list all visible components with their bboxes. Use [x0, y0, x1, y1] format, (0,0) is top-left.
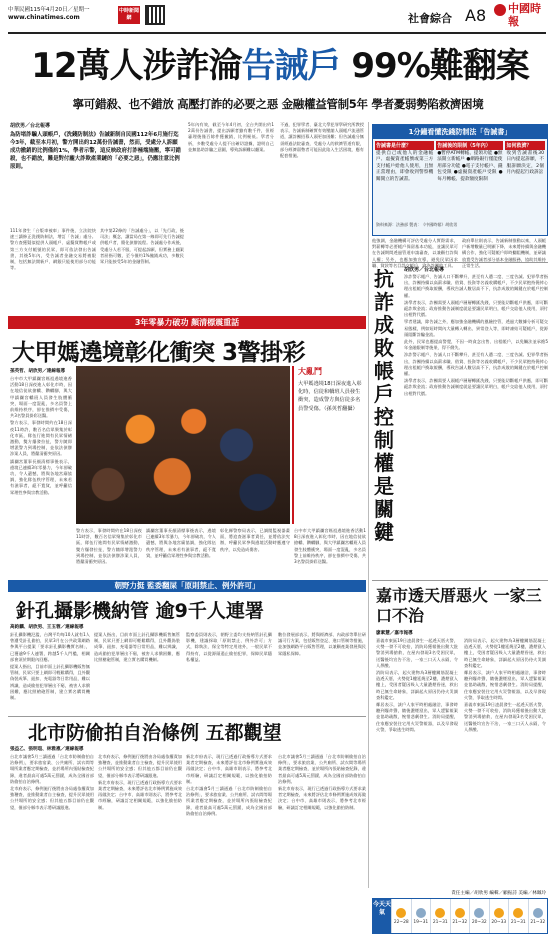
story3-headline: 針孔攝影機納管 逾9千人連署 [16, 600, 264, 622]
story3-byline: 高鈞麟、胡欣男、王玉蓉／連線報導 [10, 625, 84, 630]
story2-col-4: 彰化縣警察局表示，已調閱監視器畫面，將追查滋事者責任，並將依法究辦，呼籲民眾參與遶境活動時應遵守秩序，以免造成傷害。 [220, 528, 290, 552]
china-times-logo: 中國時報 [494, 2, 548, 30]
side-headline: 抗詐成敗 帳戶控制權是關鍵 [374, 267, 394, 544]
weather-temp: 20~33 [491, 919, 507, 925]
qr-code-icon [145, 5, 165, 25]
weather-strip [372, 898, 548, 934]
story4-col-2: 北市府表示，條例施行後將由各局處依權責加強稽查，並推動業者自主檢查，提升民眾使用公共場所的安全感；但其他五都目前仍在觀望，僅部分縣市表示將研議跟進。 新北市府表示，現行已透過行政指導方式要求業者定期檢查，未來將評估北市條例實施成效再做決定；台中市、高雄市則表示，將參考北市經驗，研議訂定相關規範，以強化偷拍防制。 [98, 754, 182, 810]
infobox-cell-2: ●暫停ATM轉帳、提領功能 ●無法開立新帳戶 ●網路銀行僅能使用部分功能 ●電子支付帳戶、錢包受限 ●虛擬資產帳戶受限 ●每月轉帳、提款額度限制 [437, 151, 503, 182]
story3-col-1: 針孔攝影機氾濫，台灣平均每10人就有1人曾遭受針孔偷拍，民眾3月在公共政策網路參與平台提案「要求針孔攝影機實名制」，已獲逾9千人連署，跨越5千人門檻，相關部會須於期限內回應。 提案人指出，目前市面上針孔攝影機販售無管制，民眾只要上網即可輕鬆購得，且外觀偽裝成筆、鈕扣、充電器等日常用品，難以辨識，造成偷拍犯罪層出不窮，被害人求償困難，應比照槍砲管制，建立實名購買機制。 [10, 632, 90, 701]
weather-label: 今天天氣 [373, 899, 391, 933]
infobox-title: 1分鐘看懂洗錢防制法「告誡書」 [373, 125, 547, 139]
infobox-cell-3: 收到告誡書後30日內提起訴願，不服訴願決定，2個月內提起行政訴訟 [506, 151, 544, 176]
lead-col-6: 政府單位則表示，告誡新制推動以來，人頭帳戶新增數量已明顯下降，未來將持續與金融機構合作，強化可疑帳戶即時攔阻機制，並研議放寬受告誡者部分基本金融服務，協助其維持正常生活。 [462, 238, 546, 268]
sun-icon [513, 908, 523, 918]
story4-col-1: 台北市議會5月三讀通過「台北市防制偷拍自治條例」，要求旅宿業、公共廁所、試衣間等場所業者應定期檢查，並於場所內張貼檢查紀錄，違者最高可處5萬元罰鍰，成為全國首部防偷拍自治條例。 北市府表示，條例施行後將由各局處依權責加強稽查，並推動業者自主檢查，提升民眾使用公共場所的安全感；但其他五都目前仍在觀望，僅部分縣市表示將研議跟進。 [10, 754, 94, 810]
story4-col-4: 台北市議會5月三讀通過「台北市防制偷拍自治條例」，要求旅宿業、公共廁所、試衣間等場所業者應定期檢查，並於場所內張貼檢查紀錄，違者最高可處5萬元罰鍰，成為全國首部防偷拍自治條例。 新北市府表示，現行已透過行政指導方式要求業者定期檢查，未來將評估北市條例實施成效再做決定；台中市、高雄市則表示，將參考北市經驗，研議訂定相關規範，以強化偷拍防制。 [278, 754, 366, 810]
weather-temp: 21~31 [510, 919, 526, 925]
side-byline: 胡欣男／台北報導 [404, 267, 445, 273]
weather-cell [450, 899, 470, 933]
sun-icon [396, 908, 406, 918]
section-band-1: 3年零暴力破功 顏清標震重話 [8, 316, 366, 329]
side-col-1: 涉詐警示帳戶、告誡人口不斷攀升，甚至有人遭二度、三度告誡。犯罪學者指出，詐團持續以高薪求職、借貸、投資等名義收購帳戶，不少民眾抱持僥倖心理出租帳戶換取報酬，導致告誡人數居高不下，抗詐成敗的關鍵在於帳戶控制權。 該學者表示，詐團需要人頭帳戶層層轉匯洗錢，只要能切斷帳戶供應，即可斷絕詐欺金流；政府推動告誡制度就是要讓民眾明白，帳戶交給他人使用，須付出相對代價。 學者建議，除告誡之外，應加強金融機構的風險控管，透過大數據分析可疑交易態樣，例如短時間內大量轉入轉出、異常登入等，即時凍結可疑帳戶，從源頭阻斷詐騙金流。 此外，民眾也應提高警覺，不因一時貪念出售、出租帳戶，以免觸法並承擔5年金融限制等後果，得不償失。 涉詐警示帳戶、告誡人口不斷攀升，甚至有人遭二度、三度告誡。犯罪學者指出，詐團持續以高薪求職、借貸、投資等名義收購帳戶，不少民眾抱持僥倖心理出租帳戶換取報酬，導致告誡人數居高不下，抗詐成敗的關鍵在於帳戶控制權。 該學者表示，詐團需要人頭帳戶層層轉匯洗錢，只要能切斷帳戶供應，即可斷絕詐欺金流；政府推動告誡制度就是要讓民眾明白，帳戶交給他人使用，須付出相對代價。 [404, 274, 548, 396]
page-number: A8 [465, 6, 487, 25]
sun-icon [435, 908, 445, 918]
weather-temp: 20~32 [471, 919, 487, 925]
logo-circle-icon [494, 4, 506, 16]
story5-col-1: 嘉義市東區19日凌晨發生一起透天厝火警，火勢一發不可收拾，消防局獲報後出動大批警消到場搶救，在屋內發現3名受困民眾，送醫後均宣告不治，一家三口天人永隔，令人鼻酸。 消防局表示，起火建物為3層樓鋼筋混凝土造透天厝，火勢從1樓延燒至2樓，濃煙竄入樓上，受困者疑因吸入大量濃煙昏迷，救出時已無生命跡象，詳細起火原因仍待火災調查科鑑定。 鄰居表示，該戶人家平時相處融洽，事發時聽到爆炸聲，隨後濃煙竄出，眾人趕緊報案並協助疏散，惋惜悲劇發生。消防局提醒，住家應安裝住宅用火災警報器，以及早發現火警，爭取逃生時間。 [376, 638, 458, 732]
paper-badge: 中時新聞網 [118, 6, 140, 24]
cloud-icon [474, 908, 484, 918]
story4-headline: 北市防偷拍自治條例 五都觀望 [28, 722, 282, 744]
lead-col-4: 不過，犯罪學者、臺北大學犯罪學研究所教授表示，告誡新制確實有效壓縮人頭帳戶流通管道，讓詐團招募人頭更加困難；但告誡處分無須經過法院審查，受處分人的救濟管道有限，部分經濟弱勢者可能因此陷入生活困境，應有配套措施。 [280, 122, 364, 159]
photo-caption: 大甲媽遶境18日深夜進入彰化時，信徒和轎班人員發生衝突，造成警方與信徒多名員警受傷。（孫英哲翻攝） [298, 381, 362, 412]
story2-col-1: 台中市大甲鎮瀾宮媽祖遶境進香活動18日深夜進入彰化市時，因在地信徒欲搶轎、鑽轎腳，與大甲鎮瀾宮轎班人員發生肢體衝突，場面一度混亂，多名員警上前維持秩序，卻在推擠中受傷，共3名警員掛彩送醫。 警方表示，事發時間約在18日深夜11時許，數百名信眾聚集於彰化市區，隊伍行進間有民眾情緒激動，雙方爆發拉扯，警方隨即增派警力到場控制，並依法偵辦涉案人員，將釐清衝突原因。 鎮瀾宮董事長顏清標事後表示，遶境已連續3年零暴力，今年卻破功，令人遺憾，將與各地宮廟協調，強化隊伍秩序管理，未來若有滋事者，絕不寬貸，並呼籲信眾理性參與宗教活動。 [10, 376, 72, 495]
lead-col-3: 5年內有效，截至今年4月初，全台共開出約12萬份告誡書，提出訴願者雖有數千件，但經審理後僅百餘件獲撤銷，比例極低。學者分析，多數受處分人提不出確切證據，證明自己並無協助詐騙之意圖，導致訴願難以翻案。 [188, 122, 274, 152]
weather-temp: 21~31 [432, 919, 448, 925]
site-url: www.chinatimes.com [8, 14, 80, 21]
story2-photo-caption-box [292, 366, 364, 524]
story2-col-3: 鎮瀾宮董事長顏清標事後表示，遶境已連續3年零暴力，今年卻破功，令人遺憾，將與各地宮廟協調，強化隊伍秩序管理，未來若有滋事者，絕不寬貸，並呼籲信眾理性參與宗教活動。 [146, 528, 216, 558]
section-name: 社會綜合 [408, 12, 452, 25]
weather-cell [489, 899, 509, 933]
masthead [0, 0, 553, 32]
cloud-icon [416, 908, 426, 918]
weather-cell [430, 899, 450, 933]
weather-temp: 21~32 [530, 919, 546, 925]
story2-col-5: 台中市大甲鎮瀾宮媽祖遶境進香活動18日深夜進入彰化市時，因在地信徒欲搶轎、鑽轎腳，與大甲鎮瀾宮轎班人員發生肢體衝突，場面一度混亂，多名員警上前維持秩序，卻在推擠中受傷，共3名警員掛彩送醫。 [294, 528, 366, 565]
lead-intro [10, 122, 182, 220]
weather-cell [391, 899, 411, 933]
footer-credits: 責任主編／胡欣男 編輯／顧振詩 美編／林珮玲 [451, 891, 546, 896]
story4-col-3: 新北市府表示，現行已透過行政指導方式要求業者定期檢查，未來將評估北市條例實施成效再做決定；台中市、高雄市則表示，將參考北市經驗，研議訂定相關規範，以強化偷拍防制。 台北市議會5月三讀通過「台北市防制偷拍自治條例」，要求旅宿業、公共廁所、試衣間等場所業者應定期檢查，並於場所內張貼檢查紀錄，違者最高可處5萬元罰鍰，成為全國首部防偷拍自治條例。 [186, 754, 272, 816]
main-headline: 12萬人涉詐淪告誡戶 99%難翻案 [31, 46, 529, 86]
infobox-header-2: 告誡後的限制（5年內） [436, 141, 503, 150]
cloud-icon [533, 908, 543, 918]
story3-col-2: 提案人指出，目前市面上針孔攝影機販售無管制，民眾只要上網即可輕鬆購得，且外觀偽裝成筆、鈕扣、充電器等日常用品，難以辨識，造成偷拍犯罪層出不窮，被害人求償困難，應比照槍砲管制，建立實名購買機制。 [94, 632, 180, 662]
story5-headline: 嘉市透天厝惡火 一家三口不治 [376, 586, 542, 625]
story5-col-2: 消防局表示，起火建物為3層樓鋼筋混凝土造透天厝，火勢從1樓延燒至2樓，濃煙竄入樓上，受困者疑因吸入大量濃煙昏迷，救出時已無生命跡象，詳細起火原因仍待火災調查科鑑定。 鄰居表示，該戶人家平時相處融洽，事發時聽到爆炸聲，隨後濃煙竄出，眾人趕緊報案並協助疏散，惋惜悲劇發生。消防局提醒，住家應安裝住宅用火災警報器，以及早發現火警，爭取逃生時間。 嘉義市東區19日凌晨發生一起透天厝火警，火勢一發不可收拾，消防局獲報後出動大批警消到場搶救，在屋內發現3名受困民眾，送醫後均宣告不治，一家三口天人永隔，令人鼻酸。 [464, 638, 546, 732]
lead-col-2: 其中第22條的「告誡處分」，以「先行政，後司法」概念，讓當局在第一線即可先行告誡提供帳戶者，簡化偵辦流程。告誡處分作成後，受處分人若不服，可提起訴願，但實務上翻案者屈指可數，至今僅約1%撤銷成功，多數民眾只能接受5年的金融管制。 [100, 228, 184, 265]
weather-temp: 22~28 [393, 919, 409, 925]
sun-icon [494, 908, 504, 918]
lead-col-5: 他強調，金融機構可評估受處分人實際需求，對薪轉等必要帳戶保留基本功能，並讓民眾可在告誡期間透過管道申請審查，以兼顧打詐與人權；另外，也應加強宣導，避免民眾因求職、貸款等名目誤交帳戶，淪為詐團的工具。 [372, 238, 458, 268]
lead-col-1: 111年發生「台版車被車」事件後，立法院快速三讀修正洗錢防制法，增訂「告誡」處分。警方查獲疑似提供人頭帳戶、虛擬貨幣帳戶或第三方支付帳號的民眾，即可依法發出告誡書，其後5年內，受告誡者金融交易將被限制，包括無法開新戶、網銀只能使用部分功能等。 [10, 228, 96, 271]
infobox [372, 124, 548, 236]
weather-cell [469, 899, 489, 933]
story2-col-2: 警方表示，事發時間約在18日深夜11時許，數百名信眾聚集於彰化市區，隊伍行進間有民眾情緒激動，雙方爆發拉扯，警方隨即增派警力到場控制，並依法偵辦涉案人員，將釐清衝突原因。 [76, 528, 142, 565]
weather-cell [528, 899, 548, 933]
story3-col-3: 監察委員則表示，朝野立委均支持納管針孔攝影機，建議採取「原則禁止、例外許可」方式，除執法、保全等特定用途外，一般民眾不得持有，以從源頭遏止偷拍犯罪，保障民眾隱私權益。 [186, 632, 272, 662]
story2-byline: 孫英哲、胡欣男／連線報導 [10, 369, 66, 374]
story2-photo [76, 366, 290, 524]
infobox-header-3: 如何救濟？ [505, 141, 545, 150]
issue-date: 中華民國115年4月20日／星期一 [8, 7, 90, 13]
photo-label: 大亂鬥 [298, 367, 322, 376]
story2-headline: 大甲媽遶境彰化衝突 3警掛彩 [12, 340, 306, 366]
infobox-header-1: 告誡書是什麼？ [375, 141, 434, 150]
weather-temp: 21~32 [452, 919, 468, 925]
section-band-2: 朝野力挺 監委翻屎「原則禁止、例外許可」 [8, 580, 366, 592]
weather-cell [508, 899, 528, 933]
weather-temp: 19~31 [413, 919, 429, 925]
infobox-cell-1: 提供自己或他人的金融帳戶、虛擬資產帳號或第三方支付帳戶給他人使用，且無正當理由，即會收到警察機關開立的告誡書。 [376, 151, 434, 182]
story3-col-4: 數位發展部表示，將與經濟部、內政部等單位研議可行方案，包括販售登記、進口管制等措施，並加強網路平台販售管理，以兼顧產業發展與民眾隱私保障。 [278, 632, 366, 656]
story4-byline: 張益乙、張明瑄、林雅惠／連線報導 [10, 747, 84, 752]
sun-icon [455, 908, 465, 918]
lead-paragraph: 為防堵詐騙人頭帳戶，《洗錢防制法》告誡新制自民國112年6月施行迄今3年，截至本月初，警方開出約12萬份告誡書，然而，受處分人訴願成功撤銷的比例僅約1%，學者示警，這反映政府打詐極端施壓，寧可錯殺，也不錯放，難是對付龐大詐欺產業鏈的「必要之惡」，仍應注意比例原則。 [10, 132, 181, 170]
main-subheadline: 寧可錯殺、也不錯放 高壓打詐的必要之惡 金融權益管制5年 學者憂弱勢陷救濟困境 [72, 97, 484, 111]
story5-byline: 廖素慧／嘉市報導 [376, 631, 413, 636]
weather-cell [411, 899, 431, 933]
infobox-source: 資料來源：法務部 製表：《中國時報》胡欣男 [376, 222, 458, 227]
masthead-rule [8, 32, 546, 34]
lead-byline: 胡欣男／台北報導 [10, 123, 51, 129]
